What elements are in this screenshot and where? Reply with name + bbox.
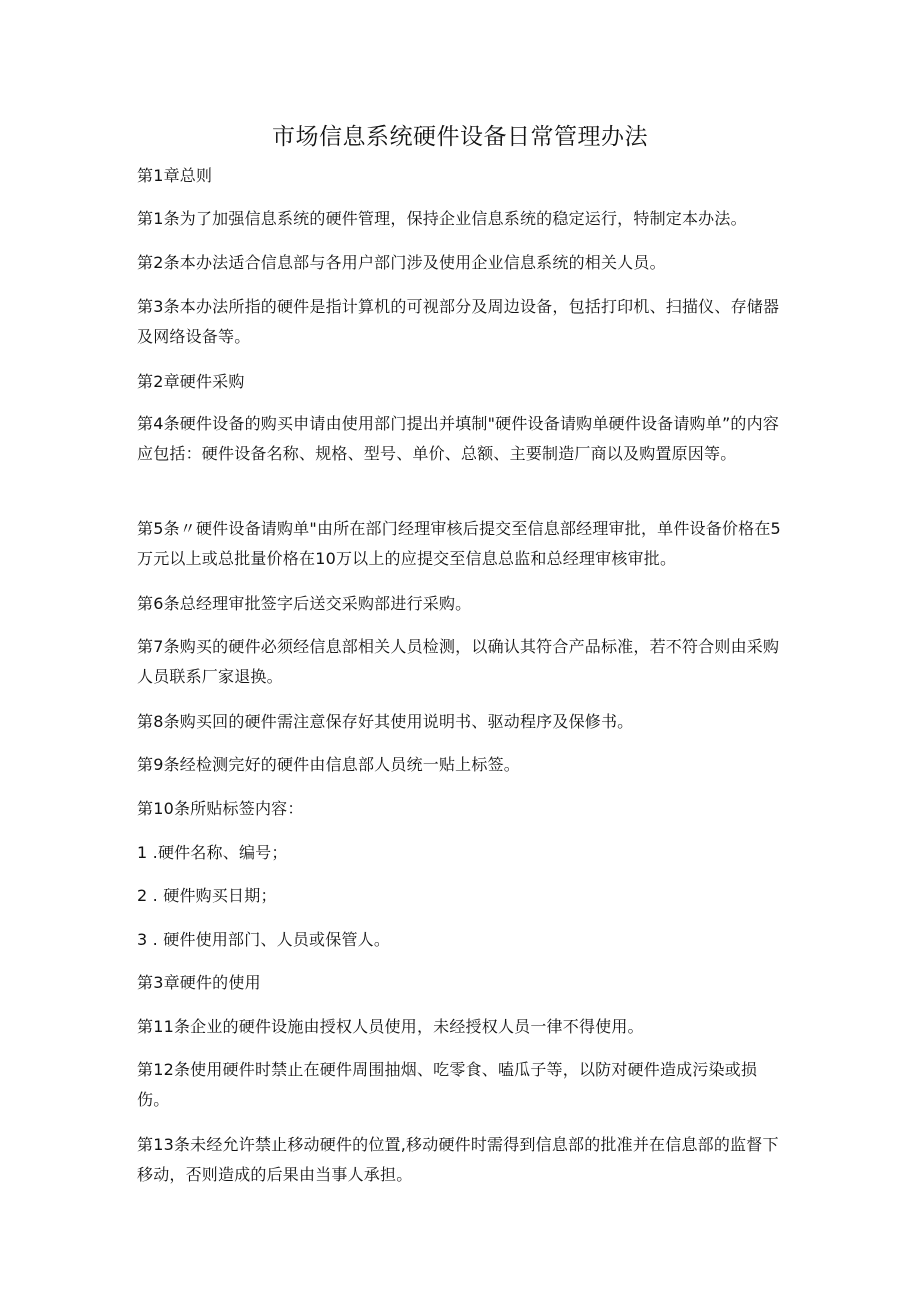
article-paragraph: 第13条未经允许禁止移动硬件的位置,移动硬件时需得到信息部的批准并在信息部的监督下移动，否则造成的后果由当事人承担。	[137, 1135, 779, 1184]
article-paragraph: 第7条购买的硬件必须经信息部相关人员检测，以确认其符合产品标准，若不符合则由采购人员联系厂家退换。	[137, 637, 780, 686]
article-paragraph: 第1条为了加强信息系统的硬件管理，保持企业信息系统的稳定运行，特制定本办法。	[137, 209, 747, 228]
article-paragraph: 第8条购买回的硬件需注意保存好其使用说明书、驱动程序及保修书。	[137, 712, 634, 731]
list-item: 3 . 硬件使用部门、人员或保管人。	[137, 930, 391, 949]
article-paragraph: 第6条总经理审批签字后送交采购部进行采购。	[137, 594, 472, 613]
article-paragraph: 第10条所贴标签内容：	[137, 799, 304, 818]
list-item: 2 . 硬件购买日期；	[137, 886, 277, 905]
chapter-heading: 第2章硬件采购	[137, 372, 245, 391]
article-paragraph: 第4条硬件设备的购买申请由使用部门提出并填制"硬件设备请购单硬件设备请购单”的内容应包括：硬件设备名称、规格、型号、单价、总额、主要制造厂商以及购置原因等。	[137, 414, 780, 463]
article-paragraph: 第5条〃硬件设备请购单"由所在部门经理审核后提交至信息部经理审批，单件设备价格在5万元以上或总批量价格在10万以上的应提交至信息总监和总经理审核审批。	[137, 519, 781, 568]
chapter-heading: 第3章硬件的使用	[137, 973, 261, 992]
article-paragraph: 第11条企业的硬件设施由授权人员使用，未经授权人员一律不得使用。	[137, 1017, 644, 1036]
article-paragraph: 第12条使用硬件时禁止在硬件周围抽烟、吃零食、嗑瓜子等，以防对硬件造成污染或损伤。	[137, 1060, 758, 1109]
article-paragraph: 第3条本办法所指的硬件是指计算机的可视部分及周边设备，包括打印机、扫描仪、存储器及网络设备等。	[137, 297, 780, 346]
article-paragraph: 第9条经检测完好的硬件由信息部人员统一贴上标签。	[137, 755, 520, 774]
article-paragraph: 第2条本办法适合信息部与各用户部门涉及使用企业信息系统的相关人员。	[137, 253, 666, 272]
document-title: 市场信息系统硬件设备日常管理办法	[272, 124, 648, 150]
chapter-heading: 第1章总则	[137, 166, 213, 185]
list-item: 1 .硬件名称、编号；	[137, 843, 288, 862]
